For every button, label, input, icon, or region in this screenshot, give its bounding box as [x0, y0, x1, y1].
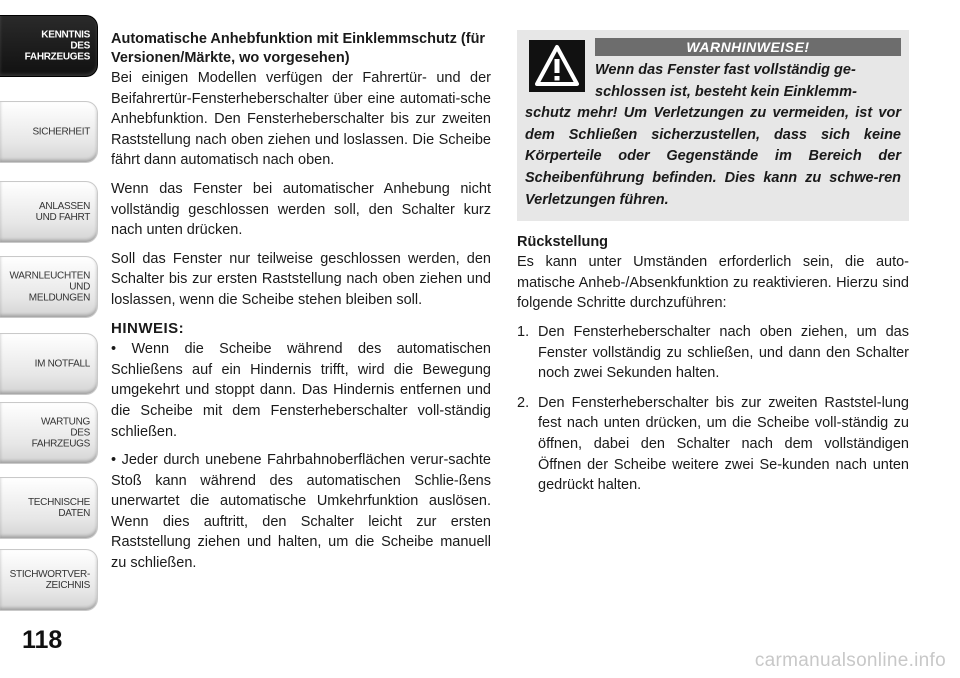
step-text: Den Fensterheberschalter bis zur zweiten Raststel-lung fest nach unten drücken, um die Scheibe voll-ständig zu öffnen, dabei den Schalter nach dem vollständigen Öffnen der Scheibe weitere zwei Se-kunden nach unten gedrückt halten.: [538, 394, 909, 494]
warning-line: schlossen ist, besteht kein Einklemm-: [595, 83, 857, 100]
tab-label: WARNLEUCHTEN UND MELDUNGEN: [9, 270, 90, 304]
section-heading: Rückstellung: [517, 234, 609, 251]
left-column: [111, 30, 491, 582]
right-column: [517, 30, 909, 505]
tab-label: IM NOTFALL: [34, 358, 90, 370]
section-heading: Automatische Anhebfunktion mit Einklemmschutz (für Versionen/Märkte, wo vorgesehen): [111, 31, 486, 66]
warning-box: [517, 30, 909, 221]
paragraph: Wenn das Fenster bei automatischer Anhebung nicht vollständig geschlossen werden soll, den Schalter kurz nach unten drücken.: [111, 180, 491, 239]
note-bullet: • Wenn die Scheibe während des automatischen Schließens auf ein Hindernis trifft, wird die Bewegung umgekehrt und stoppt dann. Das Hindernis entfernen und die Scheibe mit dem Fensterheberschalter voll-ständig schließen.: [111, 341, 491, 440]
tab-sicherheit[interactable]: [0, 101, 98, 163]
tab-wartung-des-fahrzeugs[interactable]: [0, 402, 98, 464]
warning-title: WARNHINWEISE!: [595, 38, 901, 56]
tab-label: KENNTNIS DES FAHRZEUGES: [24, 29, 90, 63]
paragraph: Es kann unter Umständen erforderlich sein, die auto-matische Anheb-/Absenkfunktion zu reaktivieren. Hierzu sind folgende Schritte durchzuführen:: [517, 254, 909, 312]
paragraph: Soll das Fenster nur teilweise geschlossen werden, den Schalter bis zur ersten Raststellung nach oben ziehen und loslassen, wenn die Scheibe stehen bleiben soll.: [111, 250, 491, 308]
step-number: 2.: [517, 394, 530, 411]
warning-triangle-icon: [529, 40, 585, 92]
tab-label: SICHERHEIT: [32, 126, 90, 138]
tab-label: TECHNISCHE DATEN: [27, 497, 90, 519]
warning-line: schutz mehr! Um Verletzungen zu vermeiden, ist vor dem Schließen sicherzustellen, dass sich keine Körperteile oder Gegenstände im Bereich der Scheibenführung befinden. Dies kann zu schwe-ren Verletzungen führen.: [525, 105, 901, 208]
step-text: Den Fensterheberschalter nach oben ziehen, um das Fenster vollständig zu schließen, und dann den Schalter noch zwei Sekunden halten.: [538, 323, 909, 382]
paragraph: Bei einigen Modellen verfügen der Fahrertür- und der Beifahrertür-Fensterheberschalter über eine automati-sche Anhebfunktion. Den Fensterheberschalter bis zur zweiten Raststellung nach oben ziehen und loslassen. Die Scheibe fährt dann automatisch nach oben.: [111, 70, 491, 169]
steps-list: [517, 322, 909, 496]
page-number: 118: [22, 626, 63, 654]
tab-technische-daten[interactable]: [0, 477, 98, 539]
tab-im-notfall[interactable]: [0, 333, 98, 395]
tab-label: WARTUNG DES FAHRZEUGS: [31, 416, 90, 450]
step-number: 1.: [517, 323, 530, 340]
tab-stichwortverzeichnis[interactable]: [0, 549, 98, 611]
tab-warnleuchten-und-meldungen[interactable]: [0, 256, 98, 318]
note-heading: HINWEIS:: [111, 319, 185, 337]
tab-anlassen-und-fahrt[interactable]: [0, 181, 98, 243]
list-item: [517, 322, 909, 384]
list-item: [517, 393, 909, 496]
tab-kenntnis-des-fahrzeuges[interactable]: [0, 15, 98, 77]
tab-label: STICHWORTVER- ZEICHNIS: [9, 569, 90, 591]
watermark: carmanualsonline.info: [754, 650, 946, 671]
tab-label: ANLASSEN UND FAHRT: [35, 201, 90, 223]
note-bullet: • Jeder durch unebene Fahrbahnoberflächen verur-sachte Stoß kann während des automatischen Schlie-ßens unerwartet die automatische Umkehrfunktion auslösen. Wenn dies auftritt, den Schalter leicht zur ersten Raststellung ziehen und halten, um die Scheibe manuell zu schließen.: [111, 452, 491, 572]
warning-line: Wenn das Fenster fast vollständig ge-: [595, 62, 856, 78]
